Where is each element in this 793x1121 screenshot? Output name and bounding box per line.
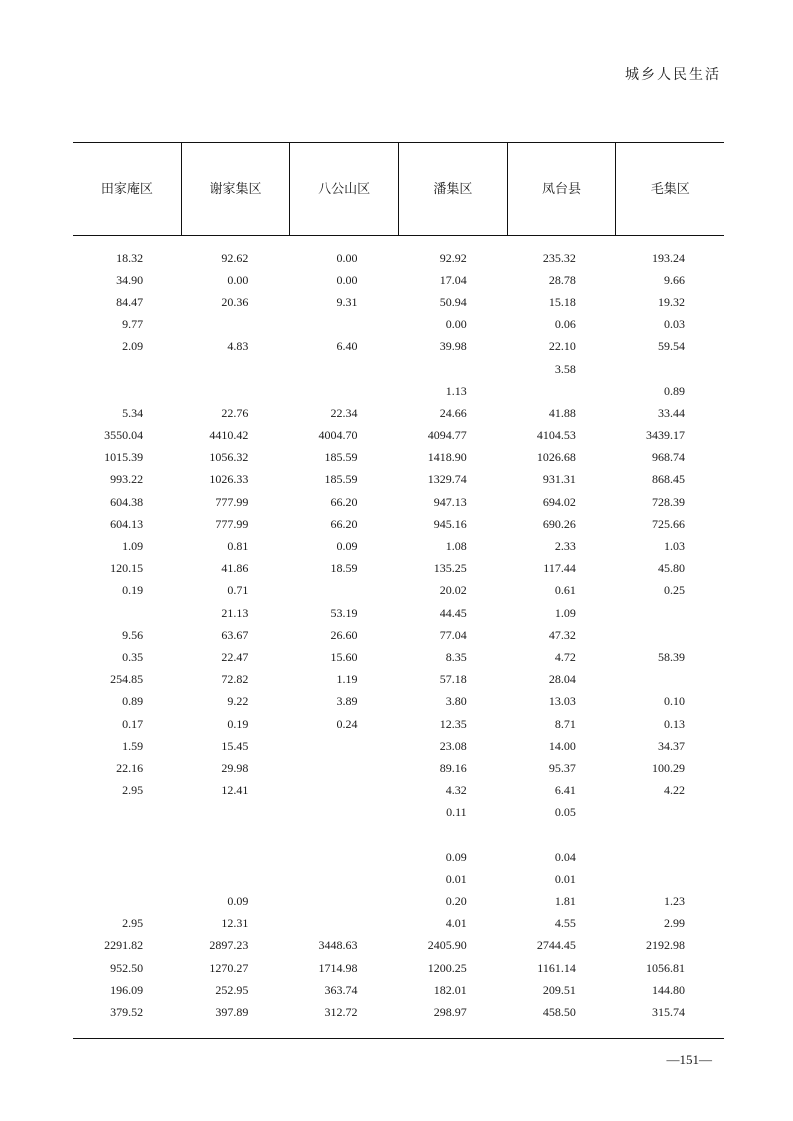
table-cell: 0.05: [554, 805, 576, 820]
table-cell: 193.24: [652, 250, 686, 265]
table-cell: 2291.82: [104, 938, 144, 953]
table-cell: 21.13: [221, 605, 249, 620]
table-cell: 44.45: [439, 605, 467, 620]
table-cell: 1015.39: [104, 450, 144, 465]
table-cell: 3439.17: [646, 428, 686, 443]
table-cell: 50.94: [439, 294, 467, 309]
table-cell: 66.20: [330, 494, 358, 509]
table-cell: 84.47: [116, 294, 144, 309]
table-cell: 45.80: [658, 561, 686, 576]
table-row: [73, 890, 724, 912]
table-cell: 4.55: [554, 916, 576, 931]
table-row: [73, 646, 724, 668]
table-cell: 931.31: [542, 472, 576, 487]
table-cell: 63.67: [221, 627, 249, 642]
running-head: 城乡人民生活: [625, 68, 721, 83]
table-cell: 0.00: [445, 317, 467, 332]
table-cell: 0.09: [227, 894, 249, 909]
table-cell: 993.22: [110, 472, 144, 487]
table-cell: 0.19: [122, 583, 144, 598]
table-cell: 0.24: [336, 716, 358, 731]
table-row: [73, 935, 724, 957]
table-cell: 0.06: [554, 317, 576, 332]
table-cell: 19.32: [658, 294, 686, 309]
table-cell: 777.99: [215, 494, 249, 509]
table-cell: 0.09: [445, 849, 467, 864]
table-row: [73, 669, 724, 691]
table-cell: 2.95: [122, 916, 144, 931]
table-row: [73, 491, 724, 513]
table-cell: 41.86: [221, 561, 249, 576]
table-cell: 3.80: [445, 694, 467, 709]
table-row: [73, 824, 724, 846]
table-cell: 0.01: [445, 871, 467, 886]
table-cell: 22.10: [548, 339, 576, 354]
table-row: [73, 757, 724, 779]
table-cell: 9.66: [664, 272, 686, 287]
table-body: [73, 236, 724, 1024]
table-cell: 92.62: [221, 250, 249, 265]
table-row: [73, 802, 724, 824]
table-cell: 18.32: [116, 250, 144, 265]
table-cell: 1200.25: [427, 960, 467, 975]
table-cell: 1.13: [445, 383, 467, 398]
table-cell: 57.18: [439, 672, 467, 687]
table-cell: 298.97: [433, 1004, 467, 1019]
table-cell: 17.04: [439, 272, 467, 287]
table-cell: 41.88: [548, 405, 576, 420]
table-cell: 1056.81: [646, 960, 686, 975]
table-cell: 945.16: [433, 516, 467, 531]
table-cell: 24.66: [439, 405, 467, 420]
table-cell: 1.59: [122, 738, 144, 753]
table-cell: 100.29: [652, 760, 686, 775]
table-cell: 315.74: [652, 1004, 686, 1019]
table-cell: 4104.53: [536, 428, 576, 443]
table-row: [73, 979, 724, 1001]
table-row: [73, 713, 724, 735]
table-cell: 47.32: [548, 627, 576, 642]
table-cell: 0.13: [664, 716, 686, 731]
table-cell: 777.99: [215, 516, 249, 531]
table-cell: 23.08: [439, 738, 467, 753]
table-cell: 6.41: [554, 783, 576, 798]
table-header: [73, 142, 724, 236]
table-cell: 12.41: [221, 783, 249, 798]
table-cell: 0.00: [336, 250, 358, 265]
table-cell: 1.19: [336, 672, 358, 687]
table-cell: 2.95: [122, 783, 144, 798]
table-cell: 2405.90: [427, 938, 467, 953]
table-cell: 12.31: [221, 916, 249, 931]
table-cell: 1.81: [554, 894, 576, 909]
table-cell: 22.34: [330, 405, 358, 420]
table-row: [73, 602, 724, 624]
table-cell: 254.85: [110, 672, 144, 687]
table-cell: 12.35: [439, 716, 467, 731]
table-cell: 312.72: [324, 1004, 358, 1019]
table-cell: 22.16: [116, 760, 144, 775]
table-cell: 4.01: [445, 916, 467, 931]
table-cell: 117.44: [543, 561, 576, 576]
table-cell: 18.59: [330, 561, 358, 576]
column-header: 潘集区: [398, 143, 507, 235]
page-number: —151—: [666, 1052, 712, 1067]
table-cell: 235.32: [542, 250, 576, 265]
column-header: 八公山区: [289, 143, 398, 235]
table-cell: 77.04: [439, 627, 467, 642]
table-row: [73, 380, 724, 402]
table-cell: 89.16: [439, 760, 467, 775]
table-cell: 8.35: [445, 649, 467, 664]
table-cell: 0.03: [664, 317, 686, 332]
table-cell: 135.25: [433, 561, 467, 576]
column-header: 毛集区: [615, 143, 724, 235]
table-cell: 9.56: [122, 627, 144, 642]
table-row: [73, 425, 724, 447]
table-cell: 1.03: [664, 539, 686, 554]
table-cell: 1.09: [554, 605, 576, 620]
table-cell: 0.25: [664, 583, 686, 598]
table-cell: 0.71: [227, 583, 249, 598]
table-cell: 4094.77: [427, 428, 467, 443]
table-cell: 4.32: [445, 783, 467, 798]
table-cell: 28.78: [548, 272, 576, 287]
table-cell: 1.09: [122, 539, 144, 554]
table-cell: 9.77: [122, 317, 144, 332]
table-cell: 13.03: [548, 694, 576, 709]
table-row: [73, 447, 724, 469]
table-cell: 728.39: [652, 494, 686, 509]
column-header: 谢家集区: [181, 143, 290, 235]
table-row: [73, 624, 724, 646]
table-cell: 363.74: [324, 982, 358, 997]
table-row: [73, 469, 724, 491]
table-cell: 33.44: [658, 405, 686, 420]
table-row: [73, 780, 724, 802]
table-row: [73, 269, 724, 291]
table-cell: 15.18: [548, 294, 576, 309]
table-cell: 694.02: [542, 494, 576, 509]
table-cell: 379.52: [110, 1004, 144, 1019]
table-cell: 2.99: [664, 916, 686, 931]
table-cell: 947.13: [433, 494, 467, 509]
table-row: [73, 691, 724, 713]
table-cell: 725.66: [652, 516, 686, 531]
table-cell: 39.98: [439, 339, 467, 354]
table-cell: 1329.74: [427, 472, 467, 487]
table-row: [73, 358, 724, 380]
table-cell: 1026.33: [209, 472, 249, 487]
table-cell: 58.39: [658, 649, 686, 664]
bottom-rule: [73, 1038, 724, 1039]
table-cell: 1714.98: [318, 960, 358, 975]
table-cell: 1.08: [445, 539, 467, 554]
table-cell: 0.04: [554, 849, 576, 864]
table-cell: 3.58: [554, 361, 576, 376]
table-cell: 2.09: [122, 339, 144, 354]
table-cell: 0.11: [446, 805, 467, 820]
table-cell: 2897.23: [209, 938, 249, 953]
table-row: [73, 957, 724, 979]
table-cell: 3448.63: [318, 938, 358, 953]
table-cell: 196.09: [110, 982, 144, 997]
column-header: 凤台县: [507, 143, 616, 235]
table-cell: 9.31: [336, 294, 358, 309]
table-cell: 968.74: [652, 450, 686, 465]
table-row: [73, 913, 724, 935]
column-header: 田家庵区: [100, 180, 153, 196]
table-cell: 2192.98: [646, 938, 686, 953]
table-cell: 604.13: [110, 516, 144, 531]
table-row: [73, 402, 724, 424]
table-cell: 1.23: [664, 894, 686, 909]
table-cell: 4410.42: [209, 428, 249, 443]
table-cell: 6.40: [336, 339, 358, 354]
table-cell: 0.17: [122, 716, 144, 731]
table-cell: 458.50: [542, 1004, 576, 1019]
table-cell: 0.20: [445, 894, 467, 909]
table-cell: 0.35: [122, 649, 144, 664]
table-cell: 0.19: [227, 716, 249, 731]
table-cell: 0.10: [664, 694, 686, 709]
table-cell: 120.15: [110, 561, 144, 576]
table-row: [73, 1001, 724, 1023]
table-cell: 8.71: [554, 716, 576, 731]
table-cell: 4.22: [664, 783, 686, 798]
table-cell: 95.37: [548, 760, 576, 775]
table-cell: 144.80: [652, 982, 686, 997]
table-row: [73, 513, 724, 535]
table-cell: 20.02: [439, 583, 467, 598]
table-cell: 0.89: [122, 694, 144, 709]
table-cell: 1270.27: [209, 960, 249, 975]
table-cell: 1056.32: [209, 450, 249, 465]
table-cell: 0.00: [227, 272, 249, 287]
table-cell: 29.98: [221, 760, 249, 775]
table-cell: 20.36: [221, 294, 249, 309]
table-cell: 397.89: [215, 1004, 249, 1019]
table-cell: 15.45: [221, 738, 249, 753]
table-cell: 66.20: [330, 516, 358, 531]
table-cell: 1418.90: [427, 450, 467, 465]
table-cell: 34.90: [116, 272, 144, 287]
table-cell: 15.60: [330, 649, 358, 664]
table-row: [73, 247, 724, 269]
table-row: [73, 558, 724, 580]
table-cell: 690.26: [542, 516, 576, 531]
table-cell: 604.38: [110, 494, 144, 509]
table-cell: 0.61: [554, 583, 576, 598]
table-cell: 34.37: [658, 738, 686, 753]
table-cell: 26.60: [330, 627, 358, 642]
table-cell: 2.33: [554, 539, 576, 554]
table-row: [73, 314, 724, 336]
table-row: [73, 735, 724, 757]
table-cell: 868.45: [652, 472, 686, 487]
table-cell: 952.50: [110, 960, 144, 975]
table-cell: 1026.68: [536, 450, 576, 465]
table-cell: 0.00: [336, 272, 358, 287]
table-cell: 2744.45: [536, 938, 576, 953]
table-cell: 0.81: [227, 539, 249, 554]
table-cell: 1161.14: [537, 960, 576, 975]
table-cell: 0.09: [336, 539, 358, 554]
table-cell: 185.59: [324, 450, 358, 465]
table-cell: 72.82: [221, 672, 249, 687]
table-cell: 22.76: [221, 405, 249, 420]
statistics-table: [73, 142, 724, 1024]
table-cell: 182.01: [433, 982, 467, 997]
table-row: [73, 535, 724, 557]
table-row: [73, 846, 724, 868]
table-cell: 4004.70: [318, 428, 358, 443]
table-cell: 5.34: [122, 405, 144, 420]
table-cell: 0.01: [554, 871, 576, 886]
table-cell: 209.51: [542, 982, 576, 997]
table-cell: 4.72: [554, 649, 576, 664]
table-cell: 28.04: [548, 672, 576, 687]
table-cell: 4.83: [227, 339, 249, 354]
table-cell: 59.54: [658, 339, 686, 354]
table-cell: 185.59: [324, 472, 358, 487]
table-cell: 3.89: [336, 694, 358, 709]
table-cell: 53.19: [330, 605, 358, 620]
table-cell: 22.47: [221, 649, 249, 664]
table-row: [73, 868, 724, 890]
table-cell: 252.95: [215, 982, 249, 997]
table-row: [73, 336, 724, 358]
table-row: [73, 291, 724, 313]
table-cell: 0.89: [664, 383, 686, 398]
table-cell: 14.00: [548, 738, 576, 753]
table-row: [73, 580, 724, 602]
table-cell: 92.92: [439, 250, 467, 265]
table-cell: 3550.04: [104, 428, 144, 443]
table-cell: 9.22: [227, 694, 249, 709]
